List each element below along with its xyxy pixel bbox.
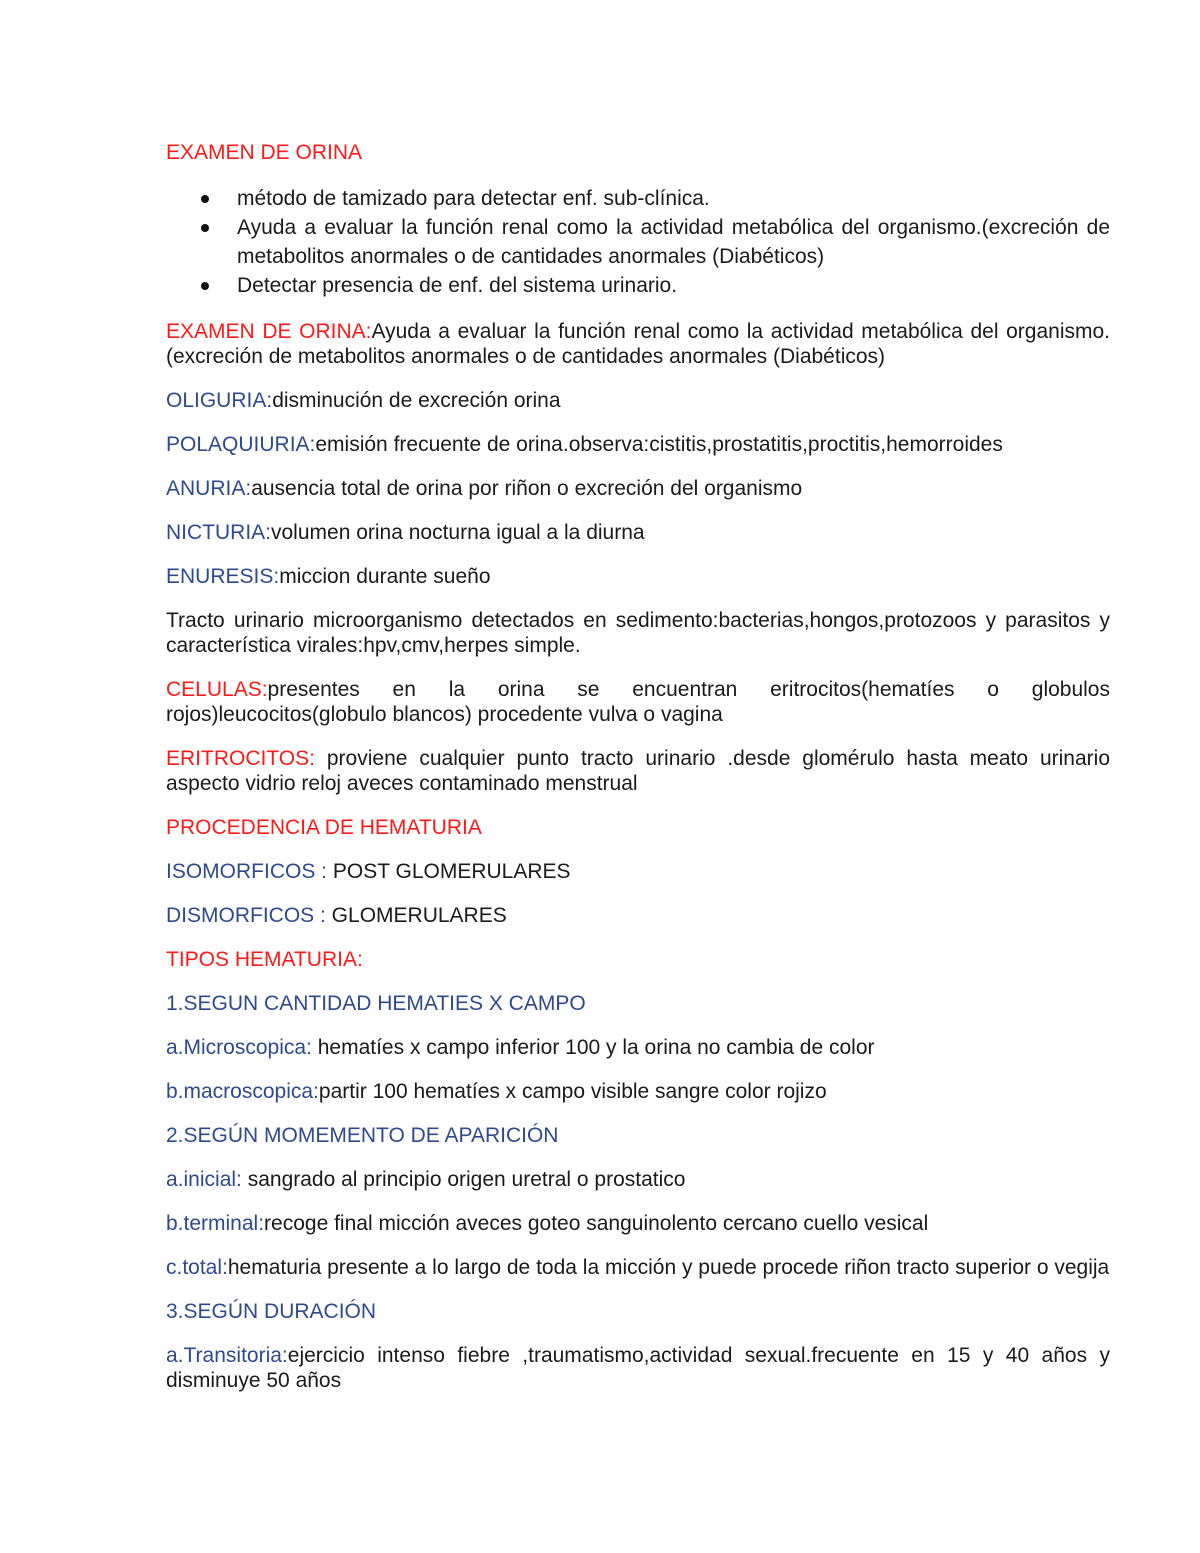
bullet-icon: [201, 282, 209, 290]
term-label: DISMORFICOS :: [166, 904, 326, 927]
term-definition: ausencia total de orina por riñon o excreción del organismo: [251, 477, 803, 500]
paragraph-examen: [166, 319, 1110, 369]
bullet-list: [166, 184, 1110, 300]
term-definition: sangrado al principio origen uretral o prostatico: [241, 1168, 686, 1191]
term-definition: GLOMERULARES: [325, 904, 507, 927]
subheading-segun-momento: 2.SEGÚN MOMEMENTO DE APARICIÓN: [166, 1124, 559, 1147]
term-label: b.macroscopica:: [166, 1080, 319, 1103]
paragraph-nicturia: [166, 520, 1110, 545]
paragraph-total: [166, 1255, 1110, 1280]
paragraph-microscopica: [166, 1035, 1110, 1060]
term-definition: hematuria presente a lo largo de toda la micción y puede procede riñon tracto superior o vegija: [227, 1256, 1110, 1279]
paragraph-terminal: [166, 1211, 1110, 1236]
paragraph-polaquiuria: [166, 432, 1110, 457]
bullet-icon: [201, 195, 209, 203]
term-definition: ejercicio intenso fiebre ,traumatismo,actividad sexual.frecuente en 15 y 40 años y disminuye 50 años: [166, 1344, 1110, 1392]
term-definition: hematíes x campo inferior 100 y la orina no cambia de color: [311, 1036, 875, 1059]
list-item: Detectar presencia de enf. del sistema urinario.: [166, 271, 1110, 300]
term-definition: disminución de excreción orina: [272, 389, 561, 412]
list-item: Ayuda a evaluar la función renal como la actividad metabólica del organismo.(excreción de metabolitos anormales o de cantidades anormales (Diabéticos): [166, 213, 1110, 271]
term-label: a.Transitoria:: [166, 1344, 288, 1367]
paragraph-macroscopica: [166, 1079, 1110, 1104]
term-definition: presentes en la orina se encuentran eritrocitos(hematíes o globulos rojos)leucocitos(globulo blancos) procedente vulva o vagina: [166, 678, 1110, 726]
term-definition: Ayuda a evaluar la función renal como la actividad metabólica del organismo.(excreción de metabolitos anormales o de cantidades anormales (Diabéticos): [166, 320, 1110, 368]
subheading-segun-cantidad: 1.SEGUN CANTIDAD HEMATIES X CAMPO: [166, 992, 586, 1015]
bullet-icon: [201, 224, 209, 232]
section-heading-tipos: TIPOS HEMATURIA:: [166, 948, 363, 971]
term-definition: partir 100 hematíes x campo visible sangre color rojizo: [318, 1080, 827, 1103]
paragraph-anuria: [166, 476, 1110, 501]
term-label: POLAQUIURIA:: [166, 433, 316, 456]
term-label: ENURESIS:: [166, 565, 280, 588]
paragraph-eritrocitos: [166, 746, 1110, 796]
page-title: EXAMEN DE ORINA: [166, 141, 363, 164]
paragraph-tracto: Tracto urinario microorganismo detectados en sedimento:bacterias,hongos,protozoos y parasitos y característica virales:hpv,cmv,herpes simple.: [166, 609, 1110, 657]
paragraph-oliguria: [166, 388, 1110, 413]
term-label: ISOMORFICOS :: [166, 860, 328, 883]
paragraph-enuresis: [166, 564, 1110, 589]
term-label: c.total:: [166, 1256, 228, 1279]
term-label: NICTURIA:: [166, 521, 271, 544]
paragraph-inicial: [166, 1167, 1110, 1192]
term-definition: volumen orina nocturna igual a la diurna: [271, 521, 645, 544]
paragraph-celulas: [166, 677, 1110, 727]
term-definition: emisión frecuente de orina.observa:cistitis,prostatitis,proctitis,hemorroides: [315, 433, 1003, 456]
term-definition: miccion durante sueño: [279, 565, 491, 588]
term-label: EXAMEN DE ORINA:: [166, 320, 372, 343]
term-definition: recoge final micción aveces goteo sanguinolento cercano cuello vesical: [264, 1212, 929, 1235]
list-item: método de tamizado para detectar enf. sub-clínica.: [166, 184, 1110, 213]
term-label: OLIGURIA:: [166, 389, 273, 412]
paragraph-transitoria: [166, 1343, 1110, 1393]
subheading-segun-duracion: 3.SEGÚN DURACIÓN: [166, 1300, 377, 1323]
term-definition: POST GLOMERULARES: [327, 860, 571, 883]
term-definition: proviene cualquier punto tracto urinario .desde glomérulo hasta meato urinario aspecto vidrio reloj aveces contaminado menstrual: [166, 747, 1110, 795]
term-label: CELULAS:: [166, 678, 268, 701]
document-body: [166, 140, 1110, 1412]
term-label: a.Microscopica:: [166, 1036, 312, 1059]
term-label: b.terminal:: [166, 1212, 265, 1235]
paragraph-isomorficos: [166, 859, 1110, 884]
term-label: ANURIA:: [166, 477, 252, 500]
term-label: ERITROCITOS:: [166, 747, 315, 770]
section-heading-procedencia: PROCEDENCIA DE HEMATURIA: [166, 816, 482, 839]
term-label: a.inicial:: [166, 1168, 242, 1191]
paragraph-dismorficos: [166, 903, 1110, 928]
